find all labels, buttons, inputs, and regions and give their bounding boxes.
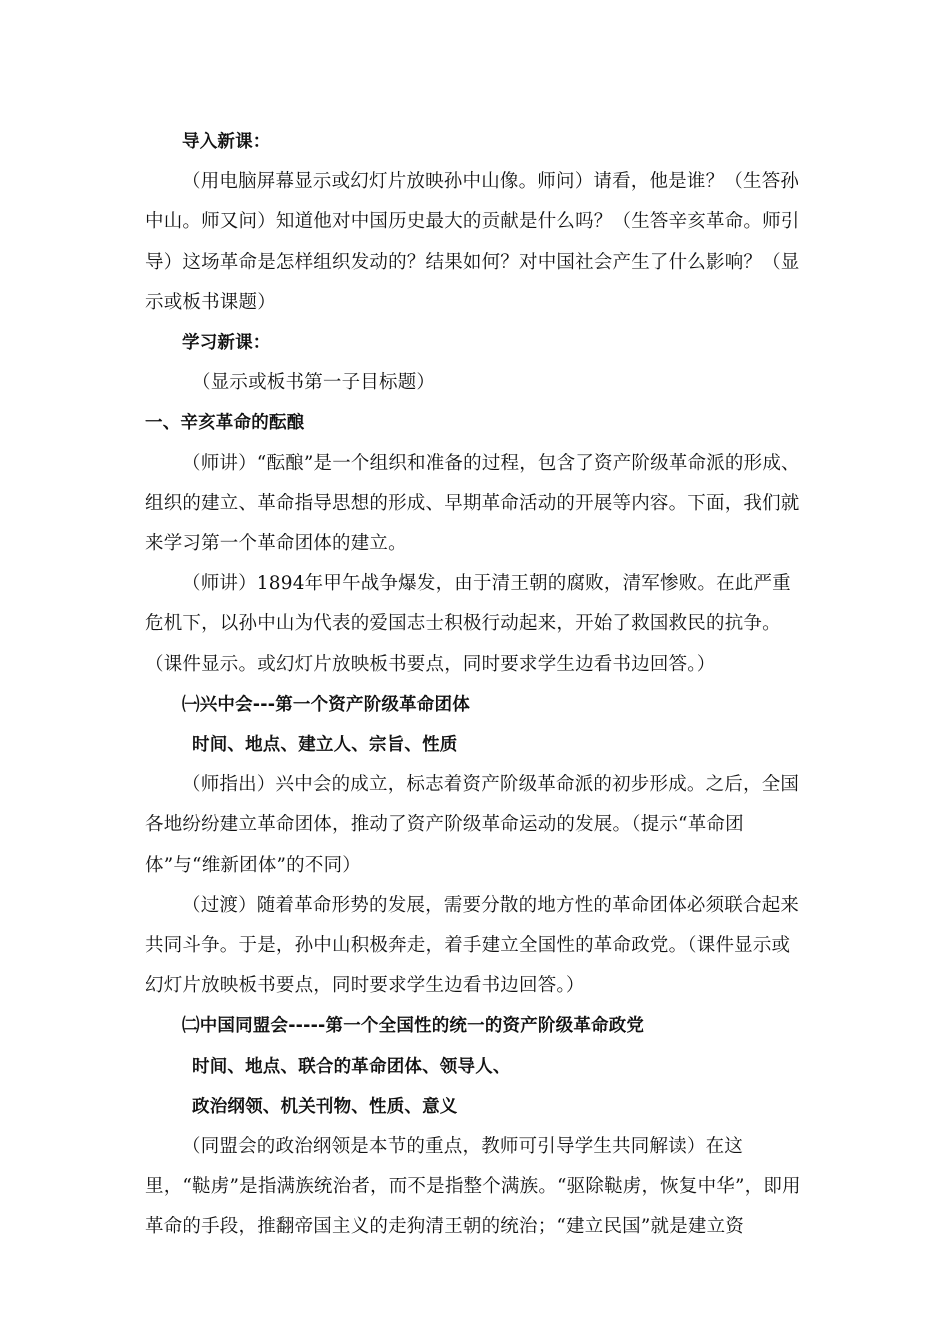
subheading-xingzhonghui: ㈠兴中会---第一个资产阶级革命团体 [182,694,470,715]
paragraph-teacher-points: （师指出）兴中会的成立，标志着资产阶级革命派的初步形成。之后，全国各地纷纷建立革命团体，推动了资产阶级革命运动的发展。（提示“革命团体”与“维新团体”的不同） [145,774,800,876]
note-subtitle: （显示或板书第一子目标题） [192,372,436,394]
points-xingzhonghui: 时间、地点、建立人、宗旨、性质 [192,735,458,756]
paragraph-brewing: （师讲）“酝酿”是一个组织和准备的过程，包含了资产阶级革命派的形成、组织的建立、革命指导思想的形成、早期革命活动的开展等内容。下面，我们就来学习第一个革命团体的建立。 [145,452,800,555]
heading-new-lesson: 学习新课： [182,333,271,354]
points-tongmenghui-2: 政治纲领、机关刊物、性质、意义 [192,1096,458,1117]
paragraph-1894: （师讲）1894年甲午战争爆发，由于清王朝的腐败，清军惨败。在此严重危机下，以孙中山为代表的爱国志士积极行动起来，开始了救国救民的抗争。（课件显示。或幻灯片放映板书要点，同时要求学生边看书边回答。） [145,573,791,675]
heading-intro: 导入新课： [182,132,271,152]
paragraph-transition: （过渡）随着革命形势的发展，需要分散的地方性的革命团体必须联合起来共同斗争。于是，孙中山积极奔走，着手建立全国性的革命政党。（课件显示或幻灯片放映板书要点，同时要求学生边看书边回答。） [145,894,800,997]
document-body [145,122,805,1248]
points-tongmenghui-1: 时间、地点、联合的革命团体、领导人、 [192,1056,511,1077]
paragraph-program: （同盟会的政治纲领是本节的重点，教师可引导学生共同解读）在这里，“鞑虏”是指满族统治者，而不是指整个满族。“驱除鞑虏，恢复中华”，即用革命的手段，推翻帝国主义的走狗清王朝的统治；“建立民国”就是建立资 [145,1136,801,1238]
paragraph-intro: （用电脑屏幕显示或幻灯片放映孙中山像。师问）请看，他是谁？（生答孙中山。师又问）知道他对中国历史最大的贡献是什么吗？（生答辛亥革命。师引导）这场革命是怎样组织发动的？结果如何？对中国社会产生了什么影响？（显示或板书课题） [145,171,800,313]
subheading-tongmenghui: ㈡中国同盟会-----第一个全国性的统一的资产阶级革命政党 [182,1016,645,1037]
section-heading-1: 一、辛亥革命的酝酿 [145,413,305,434]
